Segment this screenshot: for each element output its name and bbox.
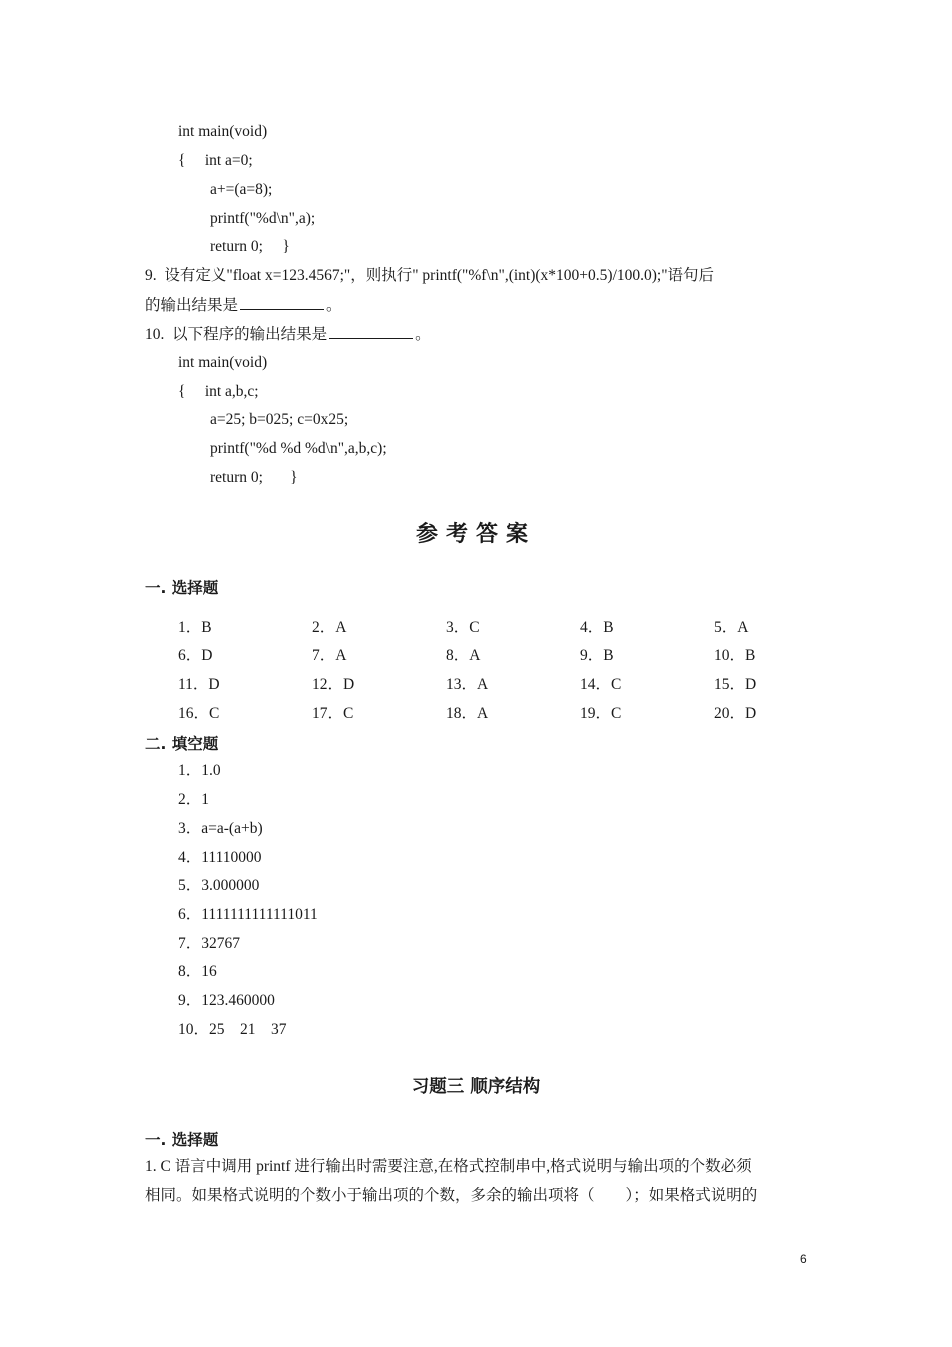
code-line: printf("%d %d %d\n",a,b,c); [210, 440, 387, 457]
choice-answer: 14．C [580, 676, 622, 693]
choice-answer: 15．D [714, 676, 757, 693]
choice-answer: 5．A [714, 619, 749, 636]
fill-answer: 5．3.000000 [178, 877, 260, 894]
fill-answer: 7．32767 [178, 935, 241, 952]
choice-heading: 一. 选择题 [145, 579, 219, 597]
fill-answer: 6．1111111111111011 [178, 906, 318, 923]
choice-answer: 9．B [580, 647, 614, 664]
chapter-question-1-line-1: 1. C 语言中调用 printf 进行输出时需要注意,在格式控制串中,格式说明与输出项的个数必须 [145, 1158, 752, 1175]
choice-answer: 1．B [178, 619, 212, 636]
question-9-end: 。 [326, 297, 342, 314]
choice-answer: 6．D [178, 647, 213, 664]
choice-answer: 19．C [580, 705, 622, 722]
choice-answer: 11．D [178, 676, 220, 693]
fill-heading: 二. 填空题 [145, 735, 219, 753]
page-number: 6 [800, 1252, 807, 1266]
code-line: a+=(a=8); [210, 181, 273, 198]
choice-answer: 4．B [580, 619, 614, 636]
code-line: return 0; } [210, 238, 290, 255]
choice-answer: 8．A [446, 647, 481, 664]
chapter-title: 习题三 顺序结构 [411, 1077, 541, 1097]
code-line: { int a,b,c; [178, 383, 259, 400]
question-10-text: 10. 以下程序的输出结果是 [145, 326, 328, 343]
code-line: return 0; } [210, 469, 298, 486]
question-9-line-1: 9. 设有定义"float x=123.4567;"，则执行" printf("%f\n",(int)(x*100+0.5)/100.0);"语句后 [145, 267, 715, 284]
question-9-text: 的输出结果是 [145, 297, 239, 314]
choice-answer: 12．D [312, 676, 355, 693]
question-10-line-1 [145, 324, 431, 345]
choice-answer: 7．A [312, 647, 347, 664]
choice-answer: 13．A [446, 676, 489, 693]
fill-answer: 2．1 [178, 791, 210, 808]
answers-title: 参考答案 [415, 522, 536, 547]
fill-answer: 4．11110000 [178, 849, 262, 866]
choice-answer: 18．A [446, 705, 489, 722]
choice-answer: 20．D [714, 705, 757, 722]
code-line: { int a=0; [178, 152, 253, 169]
code-line: int main(void) [178, 354, 268, 371]
choice-answer: 2．A [312, 619, 347, 636]
choice-answer: 10．B [714, 647, 756, 664]
fill-answer: 10．25 21 37 [178, 1021, 287, 1038]
fill-answer: 1．1.0 [178, 762, 221, 779]
fill-answer: 3．a=a-(a+b) [178, 820, 263, 837]
choice-answer: 16．C [178, 705, 220, 722]
fill-answer: 9．123.460000 [178, 992, 275, 1009]
fill-answer: 8．16 [178, 963, 217, 980]
chapter-choice-heading: 一. 选择题 [145, 1131, 219, 1149]
chapter-question-1-line-2: 相同。如果格式说明的个数小于输出项的个数，多余的输出项将（ ）；如果格式说明的 [145, 1187, 758, 1204]
code-line: a=25; b=025; c=0x25; [210, 411, 349, 428]
code-line: int main(void) [178, 123, 268, 140]
choice-answer: 17．C [312, 705, 354, 722]
question-9-line-2 [145, 295, 342, 316]
question-10-end: 。 [415, 326, 431, 343]
answer-blank [240, 295, 324, 310]
code-line: printf("%d\n",a); [210, 210, 316, 227]
answer-blank [329, 324, 413, 339]
choice-answer: 3．C [446, 619, 480, 636]
